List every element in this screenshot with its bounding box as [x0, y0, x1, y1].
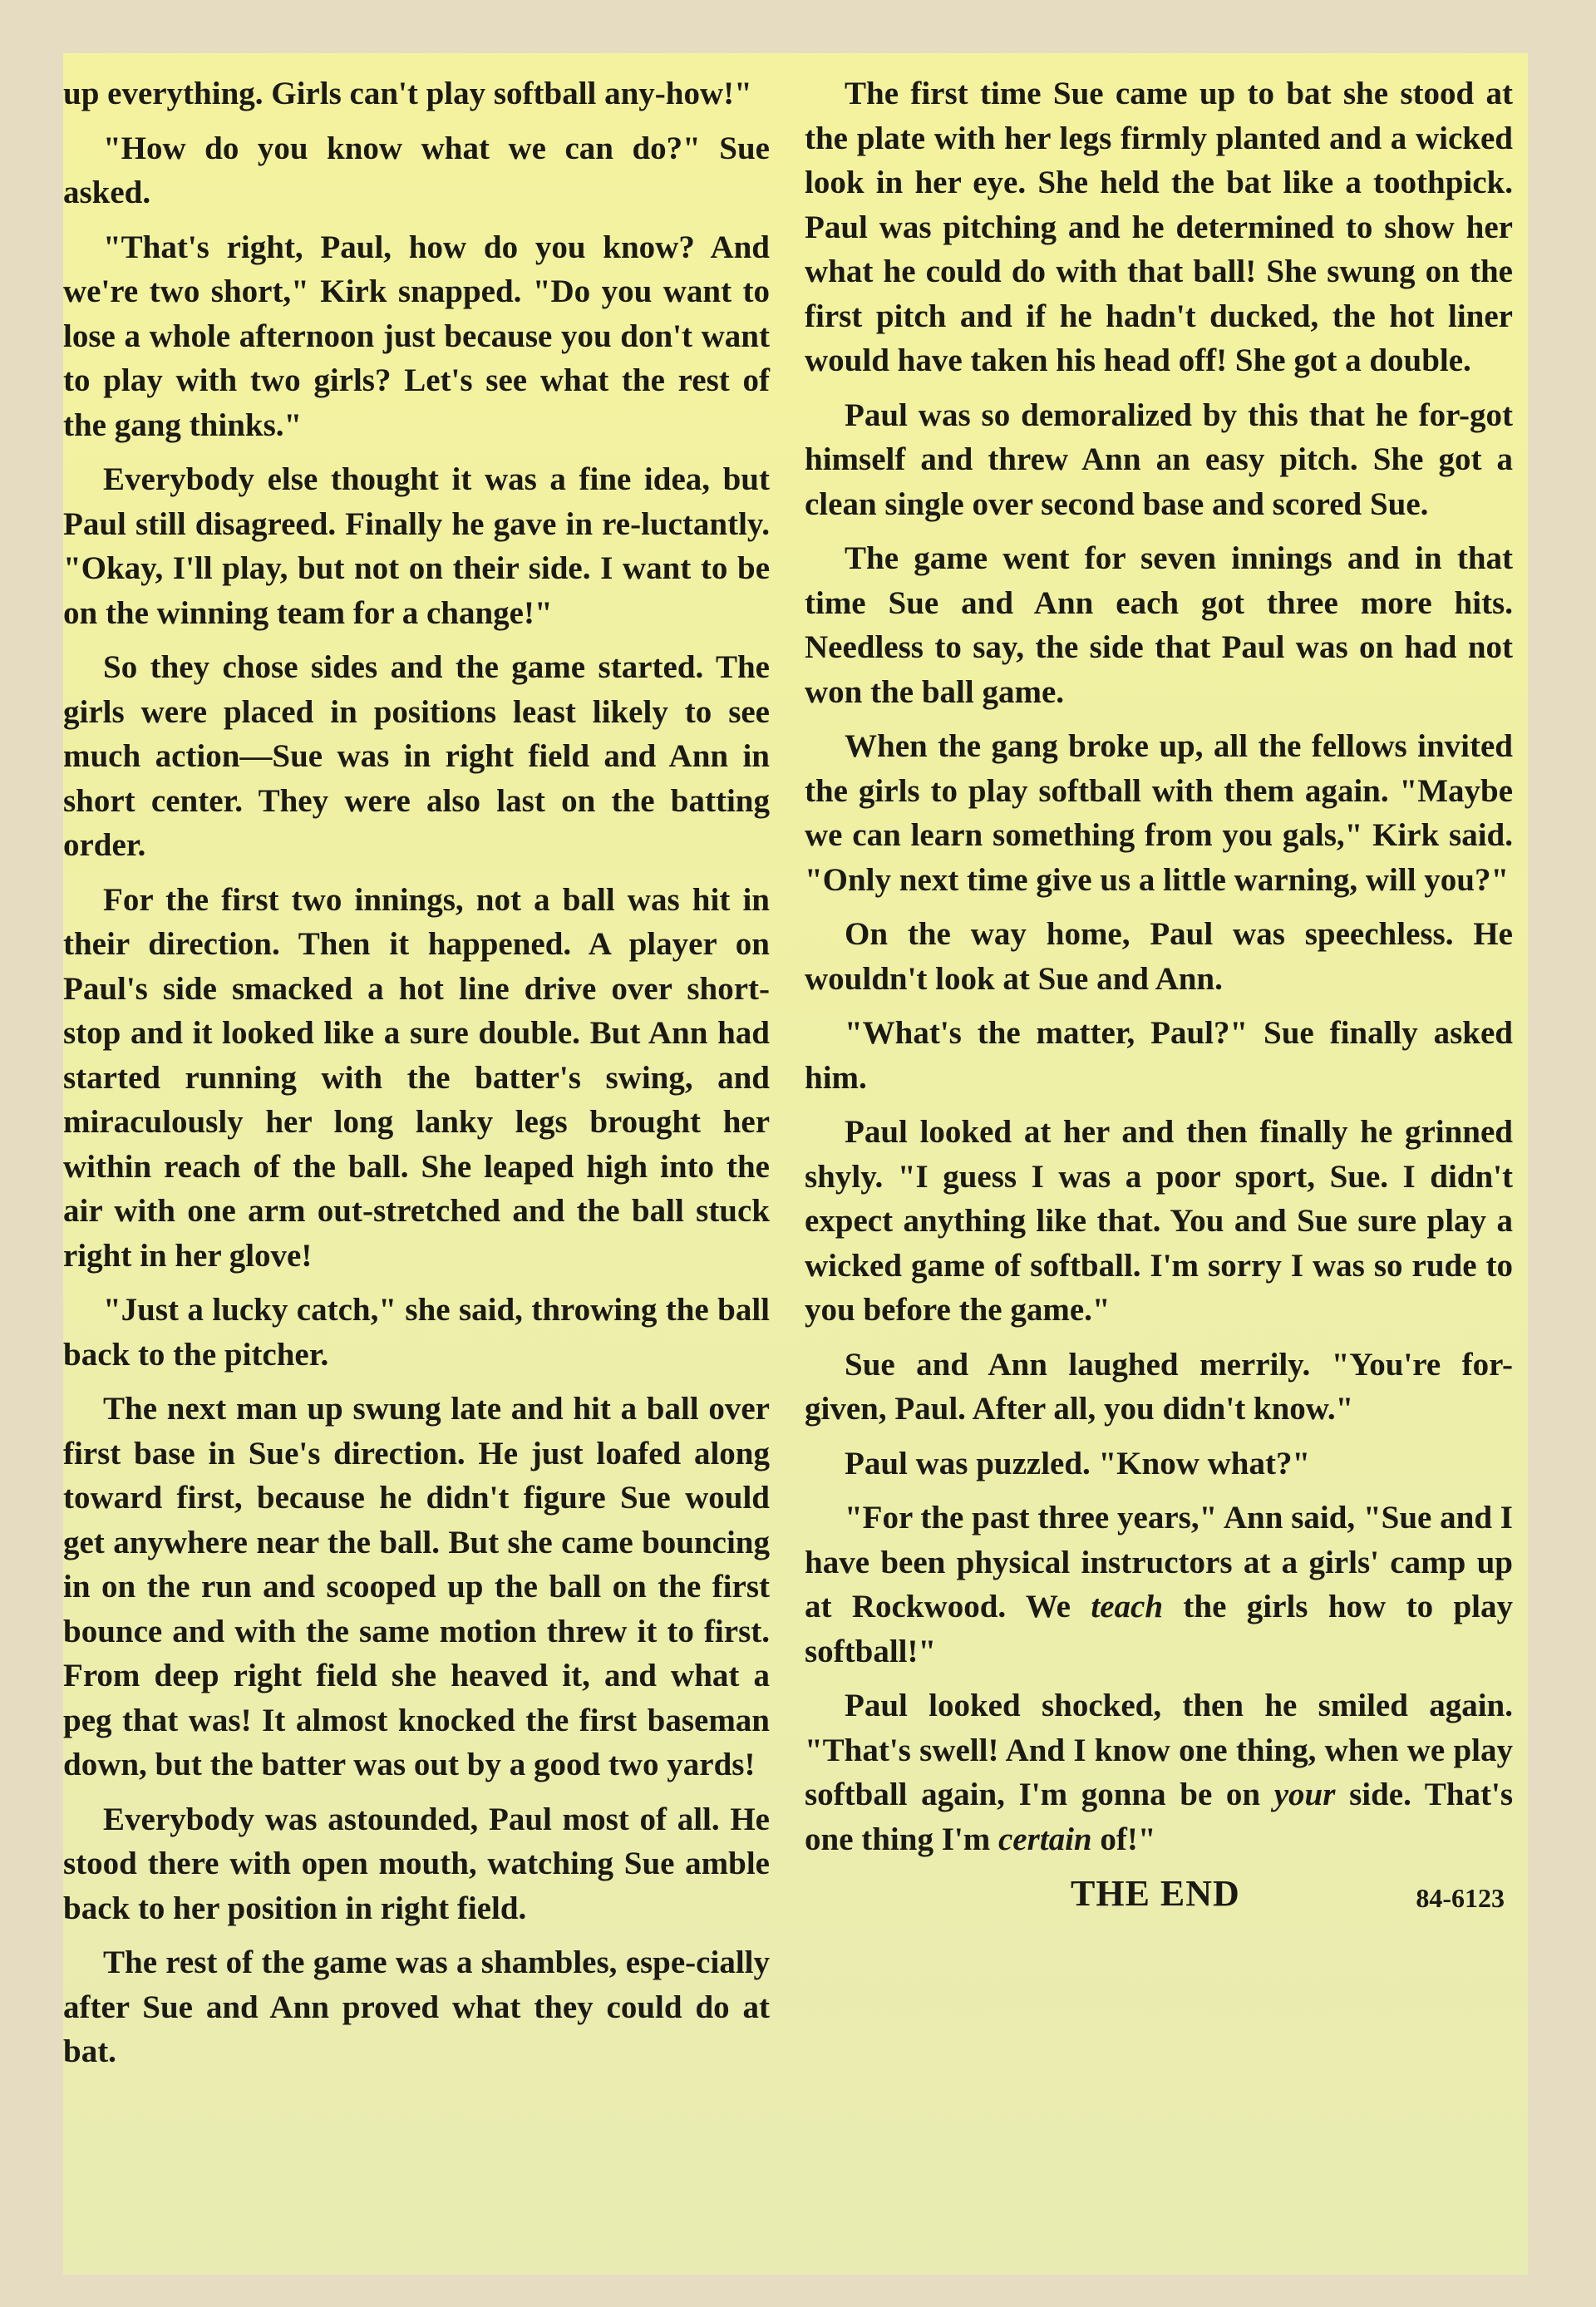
- paragraph: So they chose sides and the game started. The girls were placed in positions least likely to see much action—Sue was in right field and Ann in short center. They were also last on the batting order.: [63, 649, 770, 863]
- paragraph: The game went for seven innings and in that time Sue and Ann each got three more hits. Needless to say, the side that Paul was on had not won the ball game.: [805, 540, 1513, 710]
- text: the girls how to play softball!": [805, 1589, 1514, 1669]
- paragraph: The rest of the game was a shambles, espe-cially after Sue and Ann proved what they could do at bat.: [63, 1945, 770, 2069]
- paragraph: When the gang broke up, all the fellows invited the girls to play softball with them again. "Maybe we can learn something from you gals," Kirk said. "Only next time give us a little warning, will you?": [805, 728, 1513, 898]
- paragraph: "That's right, Paul, how do you know? And we're two short," Kirk snapped. "Do you want to lose a whole afternoon just because you don't want to play with two girls? Let's see what the rest of the gang thinks.": [63, 229, 770, 443]
- the-end-label: THE END: [1071, 1873, 1240, 1914]
- paragraph: up everything. Girls can't play softball any-how!": [63, 76, 752, 111]
- emphasis: your: [1273, 1777, 1336, 1812]
- story-text-panel: [63, 53, 1528, 2275]
- page-code: 84-6123: [1416, 1883, 1505, 1913]
- emphasis: teach: [1091, 1589, 1164, 1624]
- emphasis: certain: [998, 1821, 1092, 1857]
- paragraph: Paul looked at her and then finally he grinned shyly. "I guess I was a poor sport, Sue. I didn't expect anything like that. You and Sue sure play a wicked game of softball. I'm sorry I was so rude to you before the game.": [805, 1114, 1513, 1328]
- paragraph: "Just a lucky catch," she said, throwing the ball back to the pitcher.: [63, 1292, 770, 1373]
- paragraph: For the first two innings, not a ball was hit in their direction. Then it happened. A player on Paul's side smacked a hot line drive over short-stop and it looked like a sure double. But Ann had started running with the batter's swing, and miraculously her long lanky legs brought her within reach of the ball. She leaped high into the air with one arm out-stretched and the ball stuck right in her glove!: [63, 881, 770, 1274]
- text: of!": [1091, 1821, 1156, 1857]
- paragraph: Paul was so demoralized by this that he for-got himself and threw Ann an easy pitch. She got a clean single over second base and scored Sue.: [805, 397, 1513, 522]
- text: "For the past three years," Ann said, "Sue and I have been physical instructors at a girls' camp up at Rockwood. We: [805, 1500, 1513, 1624]
- paragraph: [805, 1496, 1513, 1674]
- left-text-column: [63, 71, 770, 2084]
- paragraph: "How do you know what we can do?" Sue asked.: [63, 130, 770, 210]
- paragraph: The next man up swung late and hit a ball over first base in Sue's direction. He just loafed along toward first, because he didn't figure Sue would get anywhere near the ball. But she came bouncing in on the run and scooped up the ball on the first bounce and with the same motion threw it to first. From deep right field she heaved it, and what a peg that was! It almost knocked the first baseman down, but the batter was out by a good two yards!: [63, 1391, 770, 1782]
- text: side. That's one thing I'm: [805, 1777, 1513, 1857]
- end-row: [805, 1871, 1513, 1921]
- right-text-column: [805, 71, 1513, 1921]
- paragraph: Paul was puzzled. "Know what?": [845, 1445, 1311, 1481]
- paragraph: "What's the matter, Paul?" Sue finally asked him.: [805, 1015, 1513, 1096]
- paragraph: Sue and Ann laughed merrily. "You're for-given, Paul. After all, you didn't know.": [805, 1346, 1513, 1427]
- paragraph: On the way home, Paul was speechless. He wouldn't look at Sue and Ann.: [805, 916, 1513, 997]
- paragraph: Everybody was astounded, Paul most of all. He stood there with open mouth, watching Sue amble back to her position in right field.: [63, 1801, 770, 1926]
- paragraph: Everybody else thought it was a fine idea, but Paul still disagreed. Finally he gave in re-luctantly. "Okay, I'll play, but not on their side. I want to be on the winning team for a change!": [63, 461, 770, 631]
- text: Paul looked shocked, then he smiled again. "That's swell! And I know one thing, when we play softball again, I'm gonna be on: [805, 1688, 1513, 1812]
- paragraph: The first time Sue came up to bat she stood at the plate with her legs firmly planted and a wicked look in her eye. She held the bat like a toothpick. Paul was pitching and he determined to show her what he could do with that ball! She swung on the first pitch and if he hadn't ducked, the hot liner would have taken his head off! She got a double.: [805, 76, 1513, 378]
- paragraph: [805, 1683, 1513, 1861]
